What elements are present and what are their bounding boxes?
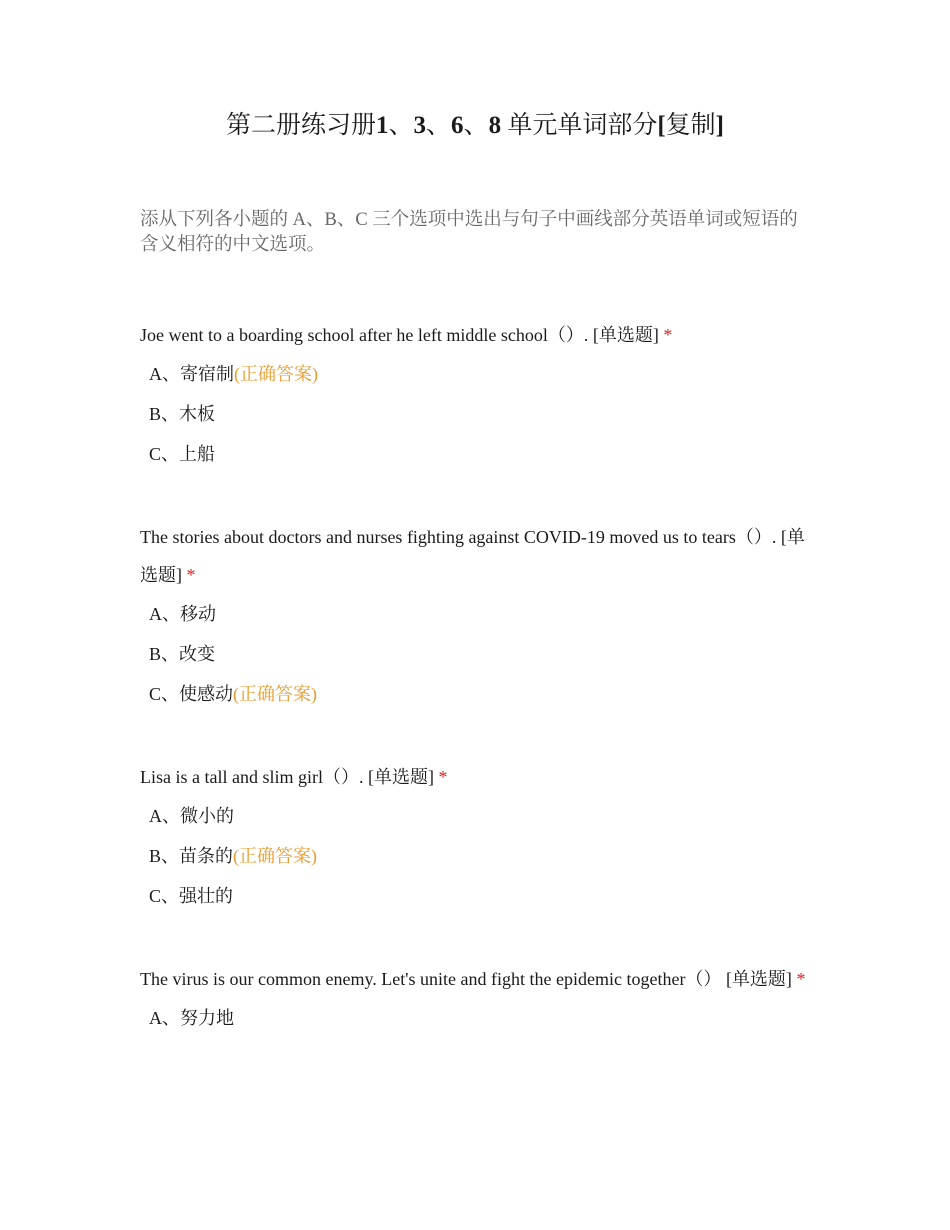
option-label: B、木板 <box>149 404 216 424</box>
question-3 <box>140 758 808 916</box>
option-label: A、努力地 <box>149 1008 234 1028</box>
question-text <box>140 518 808 594</box>
title-unit-6: 6 <box>451 112 464 139</box>
title-copy-label: 复制 <box>665 112 716 139</box>
option-b[interactable] <box>140 836 808 876</box>
title-unit-3: 3 <box>413 112 427 139</box>
question-1 <box>140 316 808 474</box>
option-b[interactable] <box>140 394 808 434</box>
title-separator: 、 <box>388 112 414 139</box>
question-text <box>140 960 808 998</box>
option-b[interactable] <box>140 634 808 674</box>
question-text <box>140 316 808 354</box>
option-label: B、改变 <box>149 644 216 664</box>
question-text <box>140 758 808 796</box>
option-label: C、上船 <box>149 444 216 464</box>
correct-answer-tag: (正确答案) <box>234 364 318 384</box>
required-marker: * <box>186 565 196 585</box>
title-text: 第二册练习册 <box>226 112 377 139</box>
option-label: A、移动 <box>149 604 216 624</box>
option-c[interactable] <box>140 674 808 714</box>
option-label: A、微小的 <box>149 806 234 826</box>
required-marker: * <box>796 969 806 989</box>
option-c[interactable] <box>140 876 808 916</box>
question-type: [单选题] <box>592 325 659 345</box>
option-label: C、强壮的 <box>149 886 234 906</box>
option-list <box>140 998 808 1038</box>
correct-answer-tag: (正确答案) <box>233 684 318 704</box>
question-stem: Lisa is a tall and slim girl（）. <box>140 767 368 787</box>
page-title <box>0 108 950 144</box>
title-unit-8: 8 <box>488 112 502 139</box>
question-type: [单选题] <box>725 969 792 989</box>
option-label: A、寄宿制 <box>149 364 234 384</box>
title-bracket: ] <box>715 112 724 139</box>
required-marker: * <box>438 767 448 787</box>
question-stem: The stories about doctors and nurses fighting against COVID-19 moved us to tears（）. <box>140 527 781 547</box>
question-4 <box>140 960 808 1038</box>
title-bracket: [ <box>657 112 666 139</box>
option-a[interactable] <box>140 796 808 836</box>
question-type: [单选题] <box>140 527 805 585</box>
option-list <box>140 796 808 916</box>
option-a[interactable] <box>140 998 808 1038</box>
option-c[interactable] <box>140 434 808 474</box>
question-stem: Joe went to a boarding school after he left middle school（）. <box>140 325 593 345</box>
option-list <box>140 354 808 474</box>
option-list <box>140 594 808 714</box>
option-label: C、使感动 <box>149 684 234 704</box>
title-text: 单元单词部分 <box>501 112 658 139</box>
required-marker: * <box>663 325 673 345</box>
option-a[interactable] <box>140 354 808 394</box>
title-separator: 、 <box>463 112 489 139</box>
option-a[interactable] <box>140 594 808 634</box>
question-type: [单选题] <box>367 767 434 787</box>
title-unit-1: 1 <box>376 112 389 139</box>
option-label: B、苗条的 <box>149 846 234 866</box>
correct-answer-tag: (正确答案) <box>233 846 318 866</box>
question-stem: The virus is our common enemy. Let's unite and fight the epidemic together（） <box>140 969 726 989</box>
instructions: 添从下列各小题的 A、B、C 三个选项中选出与句子中画线部分英语单词或短语的含义相符的中文选项。 <box>140 210 798 255</box>
title-separator: 、 <box>426 112 452 139</box>
question-2 <box>140 518 808 714</box>
